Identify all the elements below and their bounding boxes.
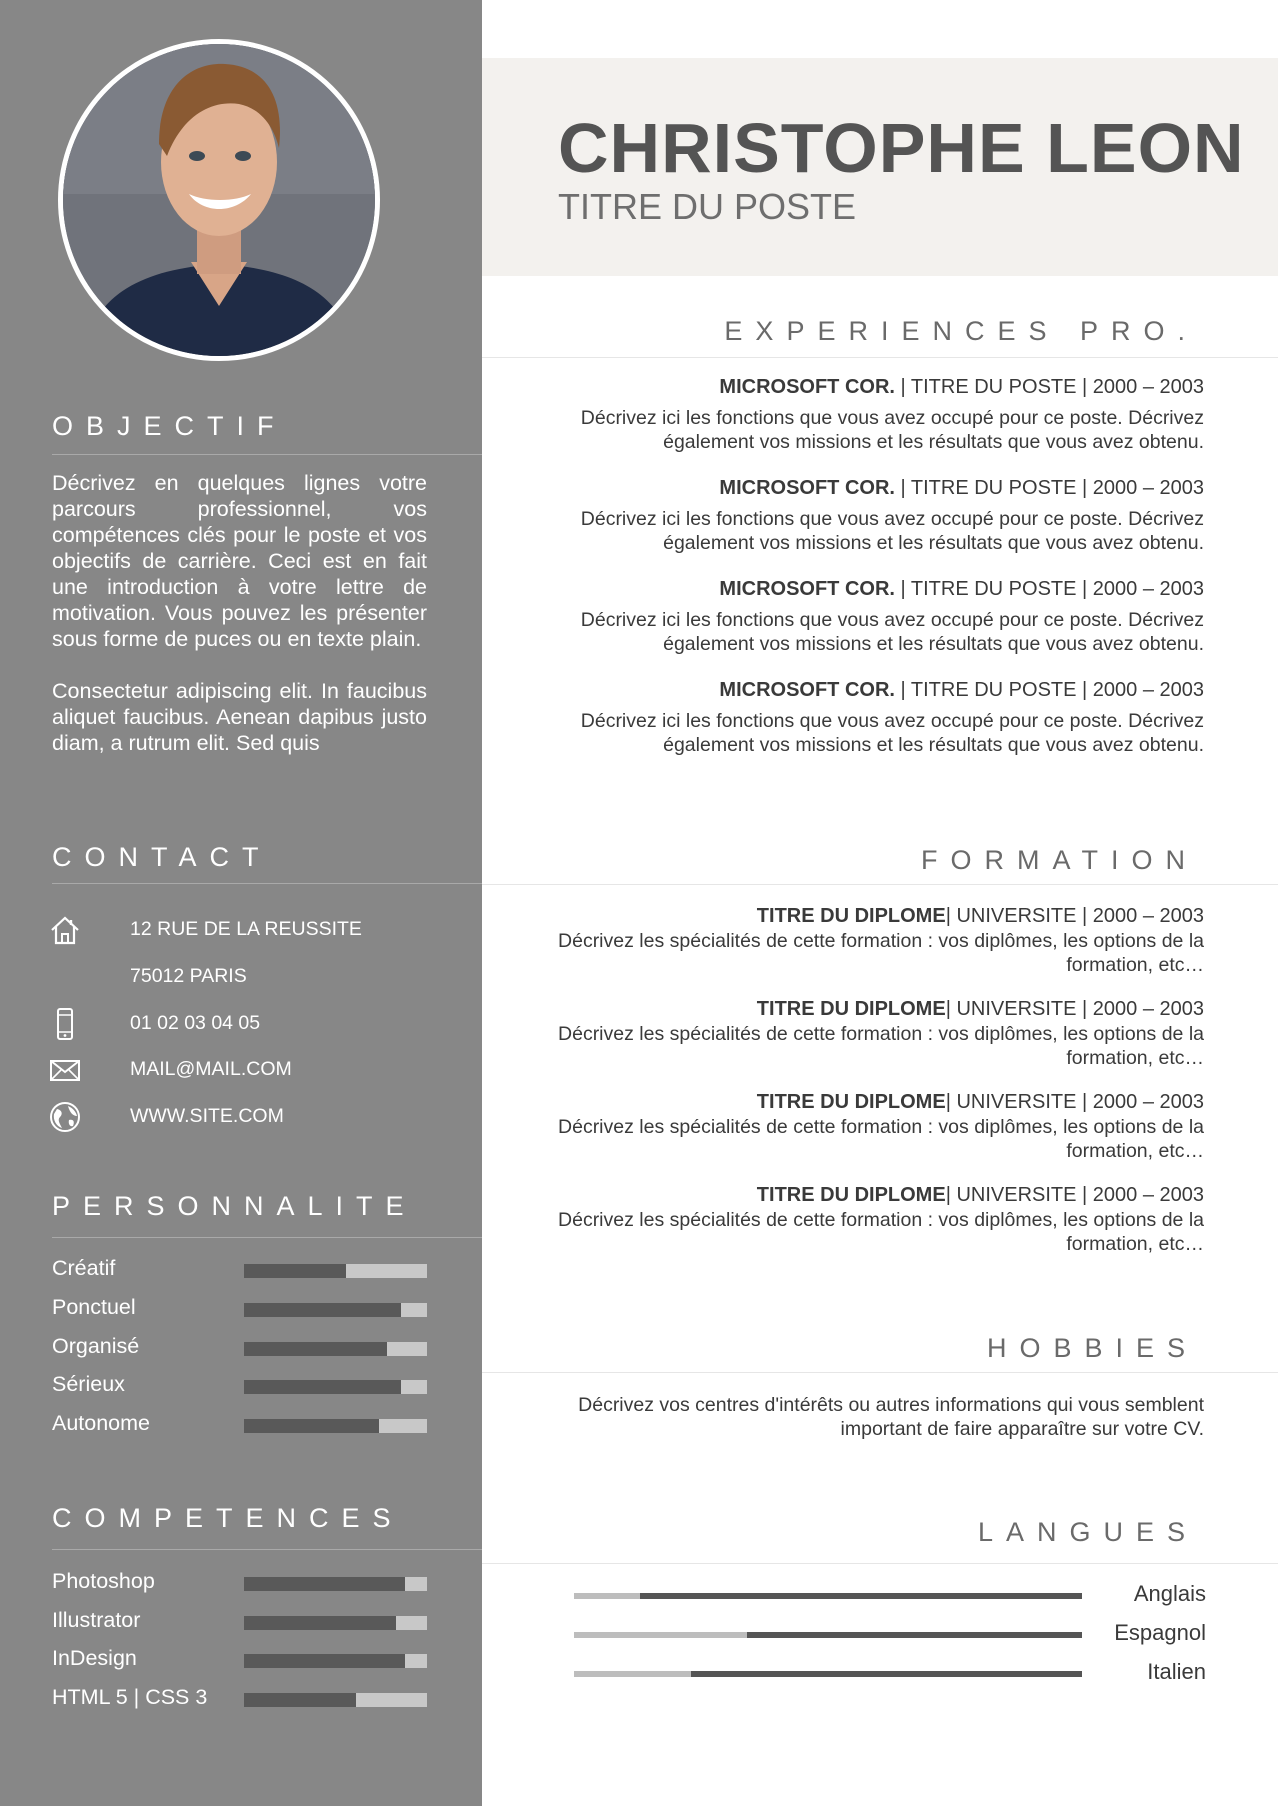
contact-email [48, 1053, 468, 1087]
language-label: Anglais [1133, 1581, 1206, 1606]
phone-icon [48, 1007, 82, 1041]
objective-divider [52, 454, 482, 455]
position-details: | TITRE DU POSTE | 2000 – 2003 [894, 679, 1204, 701]
education-details: | UNIVERSITE | 2000 – 2003 [945, 905, 1204, 927]
language-level-bar [574, 1671, 1082, 1677]
education-header [524, 996, 1204, 1022]
level-bar-fill [244, 1693, 356, 1707]
level-bar [244, 1419, 427, 1433]
education-details: | UNIVERSITE | 2000 – 2003 [945, 1091, 1204, 1113]
education-header [524, 1089, 1204, 1115]
personality-label: Ponctuel [52, 1295, 136, 1319]
personality-label: Organisé [52, 1334, 140, 1358]
contact-heading: CONTACT [52, 842, 272, 872]
position-details: | TITRE DU POSTE | 2000 – 2003 [894, 376, 1204, 398]
languages-heading: LANGUES [977, 1517, 1198, 1547]
skill-label: Illustrator [52, 1608, 141, 1632]
degree-name: TITRE DU DIPLOME [756, 1091, 946, 1113]
experience-divider [482, 357, 1278, 358]
level-bar-fill [244, 1380, 401, 1394]
language-item [574, 1579, 1206, 1609]
experience-entry [524, 576, 1204, 656]
experience-entry [524, 475, 1204, 555]
education-entry [524, 996, 1204, 1070]
level-bar [244, 1577, 427, 1591]
hobbies-entry [524, 1393, 1204, 1441]
hobbies-text: Décrivez vos centres d'intérêts ou autres informations qui vous semblent important de faire apparaître sur votre CV. [578, 1394, 1204, 1440]
skill-label: HTML 5 | CSS 3 [52, 1685, 208, 1709]
education-divider [482, 884, 1278, 885]
skill-item [52, 1683, 427, 1713]
address-line-2: 75012 PARIS [130, 965, 247, 987]
level-bar [244, 1342, 427, 1356]
language-item [574, 1657, 1206, 1687]
contact-city [48, 960, 468, 994]
personality-item [52, 1409, 427, 1439]
education-entry [524, 903, 1204, 977]
degree-name: TITRE DU DIPLOME [756, 1184, 946, 1206]
education-description: Décrivez les spécialités de cette formation : vos diplômes, les options de la formation, etc… [558, 1116, 1204, 1162]
sidebar [0, 0, 482, 1806]
personality-label: Créatif [52, 1256, 116, 1280]
level-bar [244, 1693, 427, 1707]
skill-label: InDesign [52, 1646, 137, 1670]
degree-name: TITRE DU DIPLOME [756, 998, 946, 1020]
experience-heading: EXPERIENCES PRO. [724, 316, 1198, 346]
level-bar [244, 1380, 427, 1394]
education-entry [524, 1089, 1204, 1163]
education-description: Décrivez les spécialités de cette formation : vos diplômes, les options de la formation, etc… [558, 1209, 1204, 1255]
experience-entry [524, 374, 1204, 454]
contact-phone [48, 1007, 468, 1041]
objective-text-extra: Consectetur adipiscing elit. In faucibus aliquet faucibus. Aenean dapibus justo diam, a rutrum elit. Sed quis [52, 679, 427, 755]
phone-number: 01 02 03 04 05 [130, 1012, 261, 1034]
personality-item [52, 1293, 427, 1323]
level-bar [244, 1654, 427, 1668]
website-url[interactable]: WWW.SITE.COM [130, 1105, 284, 1127]
skills-heading: COMPETENCES [52, 1503, 404, 1533]
hobbies-heading: HOBBIES [986, 1333, 1198, 1363]
language-level-bar [574, 1632, 1082, 1638]
level-bar-fill [244, 1616, 396, 1630]
languages-divider [482, 1563, 1278, 1564]
contact-website [48, 1100, 468, 1134]
personality-item [52, 1370, 427, 1400]
education-details: | UNIVERSITE | 2000 – 2003 [945, 1184, 1204, 1206]
experience-header [524, 374, 1204, 400]
education-details: | UNIVERSITE | 2000 – 2003 [945, 998, 1204, 1020]
language-label: Espagnol [1114, 1620, 1206, 1645]
experience-description: Décrivez ici les fonctions que vous avez occupé pour ce poste. Décrivez également vos missions et les résultats que vous avez obtenu. [580, 407, 1204, 453]
education-heading: FORMATION [921, 845, 1198, 875]
position-details: | TITRE DU POSTE | 2000 – 2003 [894, 477, 1204, 499]
objective-heading: OBJECTIF [52, 411, 287, 441]
position-details: | TITRE DU POSTE | 2000 – 2003 [894, 578, 1204, 600]
globe-icon [48, 1100, 82, 1134]
language-item [574, 1618, 1206, 1648]
experience-header [524, 576, 1204, 602]
level-bar-fill [244, 1303, 401, 1317]
language-level-fill [747, 1632, 1082, 1638]
contact-address [48, 913, 468, 947]
personality-item [52, 1254, 427, 1284]
experience-header [524, 677, 1204, 703]
degree-name: TITRE DU DIPLOME [756, 905, 946, 927]
experience-header [524, 475, 1204, 501]
language-label: Italien [1147, 1659, 1206, 1684]
contact-divider [52, 883, 482, 884]
personality-label: Sérieux [52, 1372, 125, 1396]
company-name: MICROSOFT COR. [719, 477, 895, 499]
candidate-name: CHRISTOPHE LEON [558, 109, 1245, 187]
personality-label: Autonome [52, 1411, 151, 1435]
skill-item [52, 1644, 427, 1674]
experience-description: Décrivez ici les fonctions que vous avez occupé pour ce poste. Décrivez également vos missions et les résultats que vous avez obtenu. [580, 609, 1204, 655]
level-bar [244, 1616, 427, 1630]
email-address[interactable]: MAIL@MAIL.COM [130, 1058, 292, 1080]
level-bar-fill [244, 1654, 405, 1668]
hobbies-divider [482, 1372, 1278, 1373]
skill-item [52, 1567, 427, 1597]
education-header [524, 903, 1204, 929]
skill-label: Photoshop [52, 1569, 155, 1593]
experience-description: Décrivez ici les fonctions que vous avez occupé pour ce poste. Décrivez également vos missions et les résultats que vous avez obtenu. [580, 508, 1204, 554]
education-header [524, 1182, 1204, 1208]
level-bar [244, 1303, 427, 1317]
mail-icon [48, 1053, 82, 1087]
personality-heading: PERSONNALITE [52, 1191, 417, 1221]
personality-divider [52, 1237, 482, 1238]
address-line-1: 12 RUE DE LA REUSSITE [130, 918, 362, 940]
main-content [482, 0, 1278, 1806]
objective-text: Décrivez en quelques lignes votre parcours professionnel, vos compétences clés pour le poste et vos objectifs de carrière. Ceci est en fait une introduction à votre lettre de motivation. Vous pouvez les présenter sous forme de puces ou en texte plain. [52, 471, 427, 651]
language-level-fill [691, 1671, 1082, 1677]
level-bar-fill [244, 1577, 405, 1591]
language-level-fill [640, 1593, 1082, 1599]
level-bar-fill [244, 1342, 387, 1356]
education-entry [524, 1182, 1204, 1256]
company-name: MICROSOFT COR. [719, 679, 895, 701]
job-title: TITRE DU POSTE [558, 186, 857, 227]
language-level-bar [574, 1593, 1082, 1599]
level-bar-fill [244, 1264, 346, 1278]
level-bar-fill [244, 1419, 379, 1433]
experience-entry [524, 677, 1204, 757]
profile-photo [58, 39, 380, 361]
experience-description: Décrivez ici les fonctions que vous avez occupé pour ce poste. Décrivez également vos missions et les résultats que vous avez obtenu. [580, 710, 1204, 756]
skills-divider [52, 1549, 482, 1550]
education-description: Décrivez les spécialités de cette formation : vos diplômes, les options de la formation, etc… [558, 1023, 1204, 1069]
education-description: Décrivez les spécialités de cette formation : vos diplômes, les options de la formation, etc… [558, 930, 1204, 976]
personality-item [52, 1332, 427, 1362]
level-bar [244, 1264, 427, 1278]
company-name: MICROSOFT COR. [719, 578, 895, 600]
home-icon [48, 913, 82, 947]
company-name: MICROSOFT COR. [719, 376, 895, 398]
skill-item [52, 1606, 427, 1636]
portrait-image [63, 44, 375, 356]
